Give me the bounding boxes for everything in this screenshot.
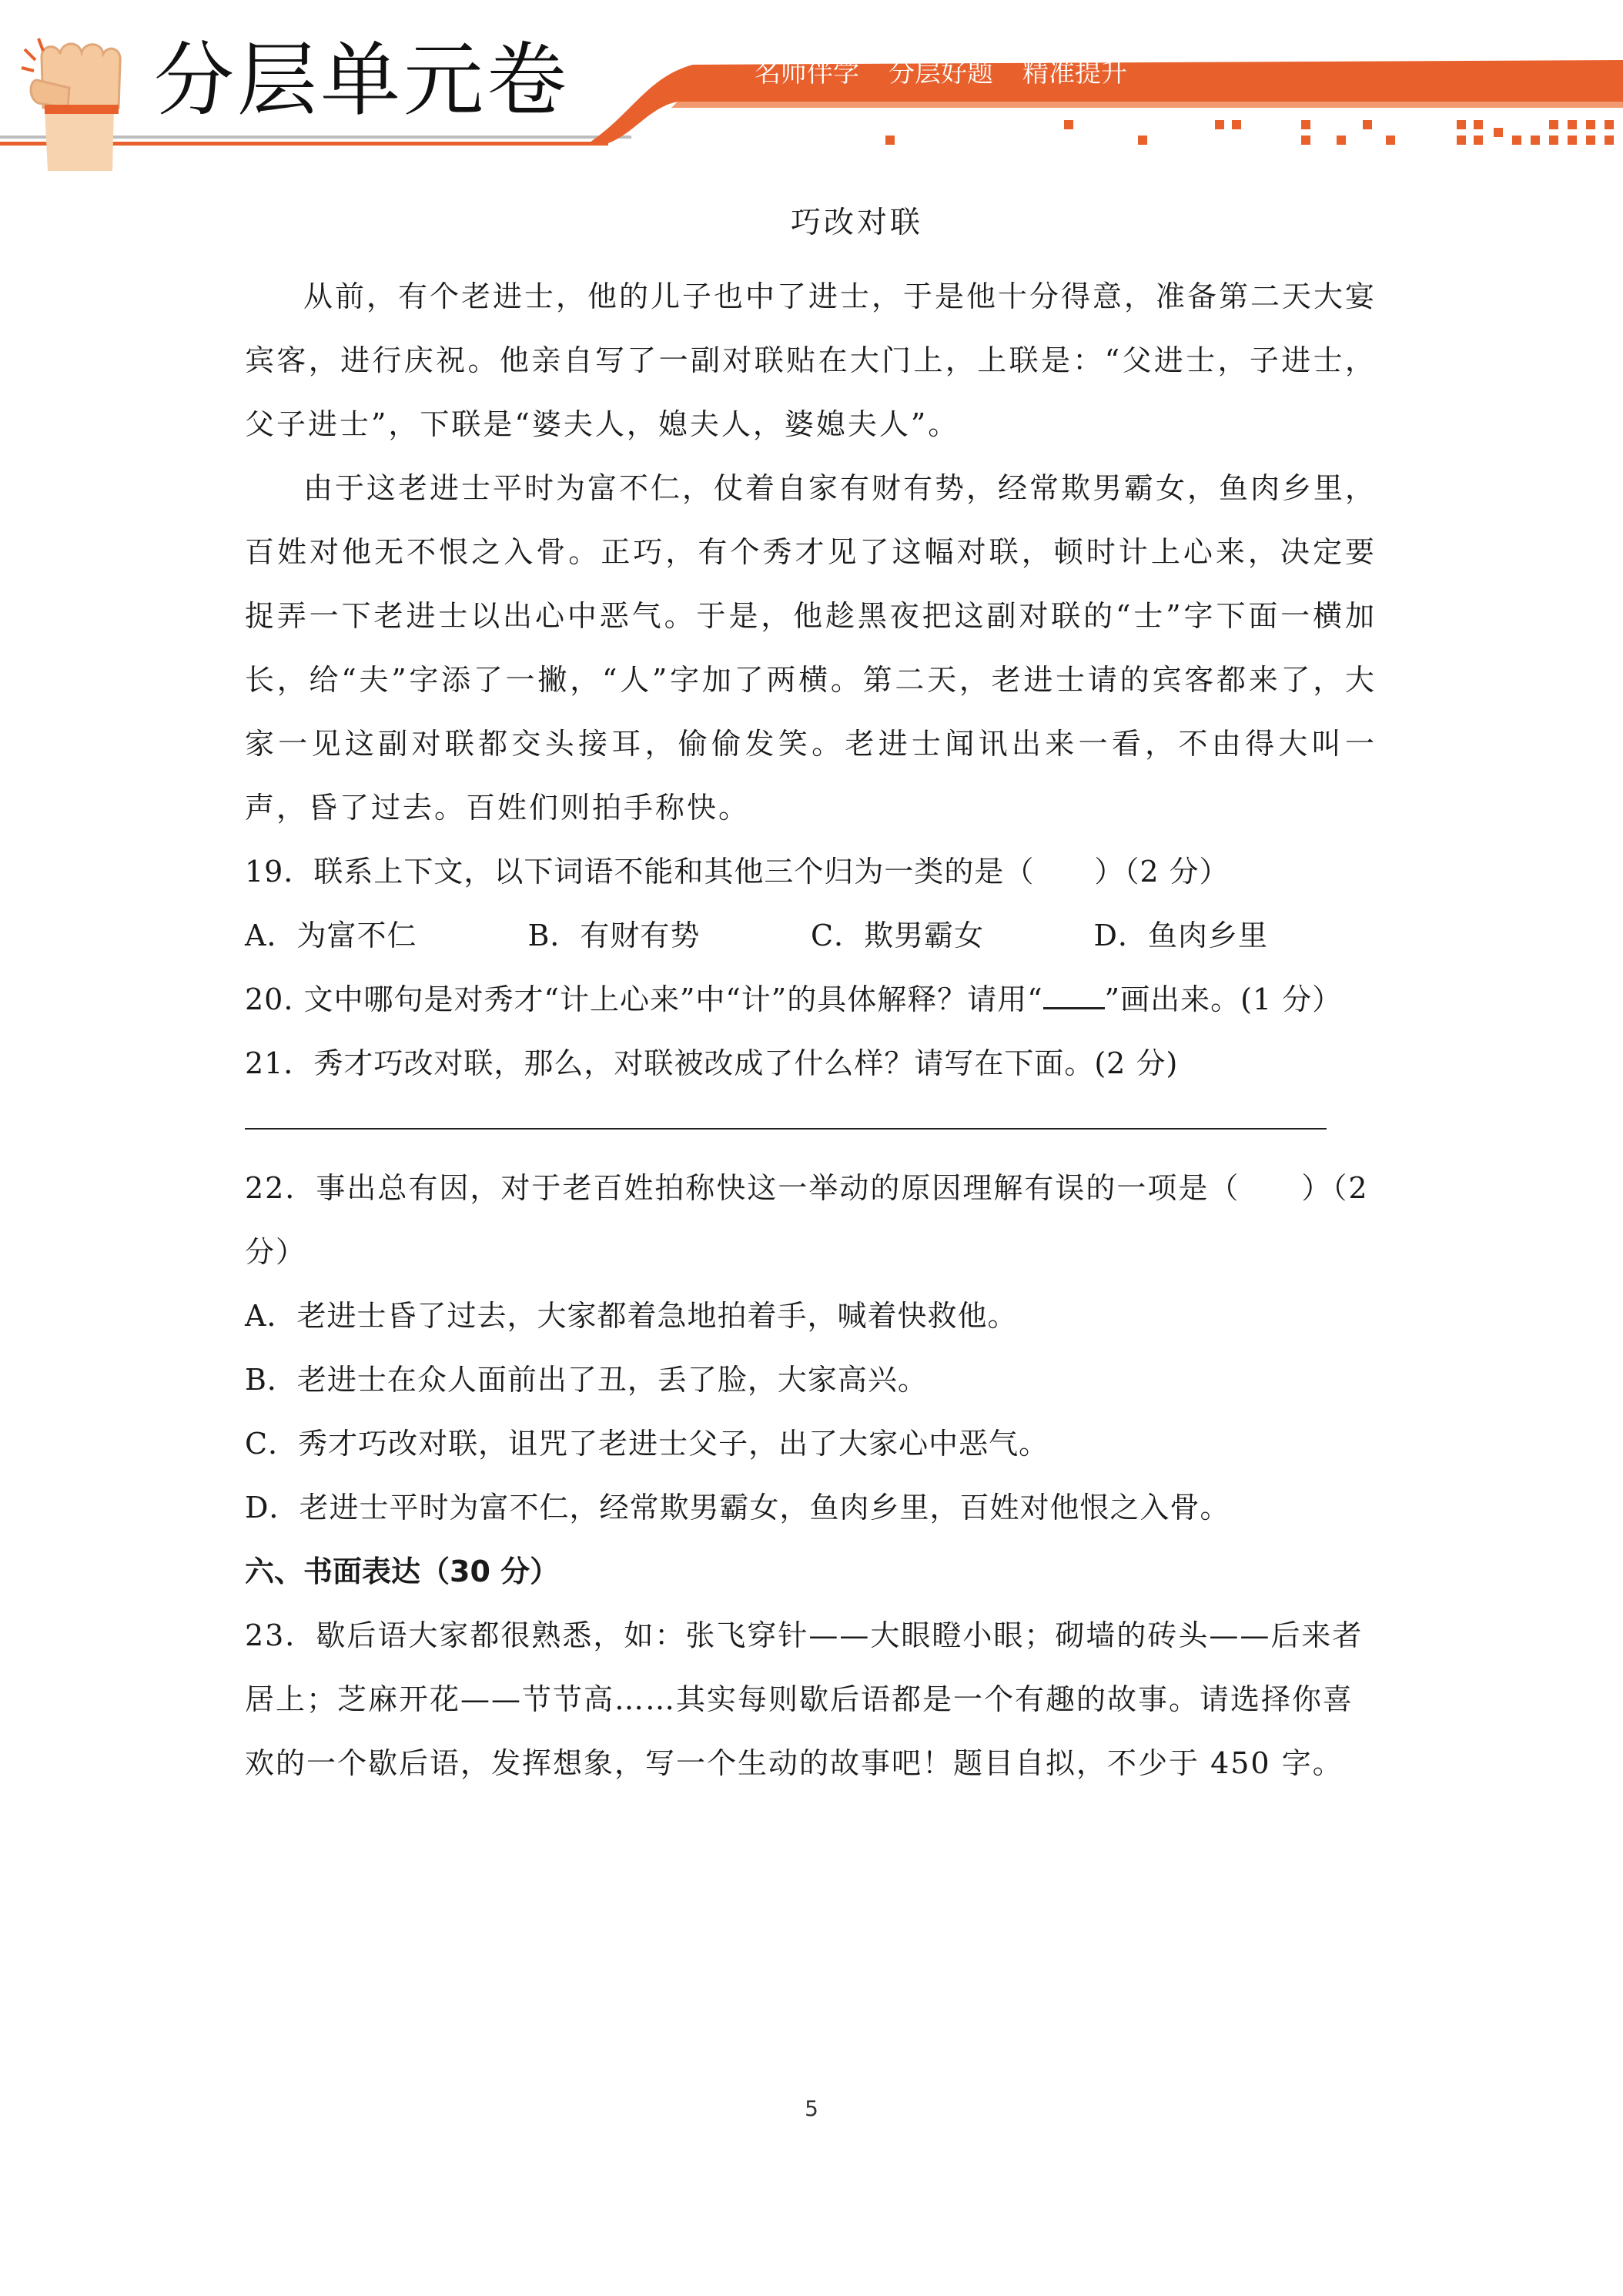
- question-22-option: C．秀才巧改对联，诅咒了老进士父子，出了大家心中恶气。: [245, 1427, 1049, 1461]
- fist-icon: [22, 38, 120, 171]
- underline-sample: [1043, 981, 1105, 1009]
- question-22-option: A．老进士昏了过去，大家都着急地拍着手，喊着快救他。: [245, 1299, 1018, 1333]
- question-19-options: [245, 904, 1377, 968]
- answer-line[interactable]: [245, 1128, 1327, 1130]
- question-20-text-after: ”画出来。(1 分）: [1104, 982, 1343, 1016]
- passage-paragraph: 从前，有个老进士，他的儿子也中了进士，于是他十分得意，准备第二天大宴宾客，进行庆祝。他亲自写了一副对联贴在大门上，上联是：“父进士，子进士，父子进士”，下联是“婆夫人，媳夫人，婆媳夫人”。: [245, 279, 1377, 441]
- slogan-item: 精准提升: [1022, 58, 1127, 89]
- option: D．鱼肉乡里: [1093, 919, 1268, 952]
- question-22-option: B．老进士在众人面前出了丑，丢了脸，大家高兴。: [245, 1363, 928, 1397]
- page-number: 5: [805, 2096, 818, 2121]
- question-22-option: D．老进士平时为富不仁，经常欺男霸女，鱼肉乡里，百姓对他恨之入骨。: [245, 1491, 1230, 1525]
- slogan-item: 名师伴学: [755, 58, 859, 89]
- option: A．为富不仁: [245, 919, 417, 952]
- document-body: [245, 200, 1377, 1796]
- header-slogans: [755, 58, 1127, 89]
- question-23-stem: 23．歇后语大家都很熟悉，如：张飞穿针——大眼瞪小眼；砌墙的砖头——后来者居上；芝麻开花——节节高……其实每则歇后语都是一个有趣的故事。请选择你喜欢的一个歇后语，发挥想象，写一个生动的故事吧！题目自拟，不少于 450 字。: [245, 1618, 1364, 1780]
- page-header: [0, 0, 1623, 177]
- option: B．有财有势: [527, 919, 701, 952]
- question-22-stem: 22．事出总有因，对于老百姓拍称快这一举动的原因理解有误的一项是（ ）（2 分）: [245, 1171, 1369, 1269]
- question-20-text-before: 20. 文中哪句是对秀才“计上心来”中“计”的具体解释？请用“: [245, 982, 1043, 1016]
- option: C．欺男霸女: [811, 919, 985, 952]
- passage-title: 巧改对联: [790, 206, 923, 240]
- question-20-stem: [245, 968, 1377, 1032]
- question-19-stem: 19．联系上下文，以下词语不能和其他三个归为一类的是（ ）（2 分）: [245, 855, 1230, 889]
- slogan-item: 分层好题: [888, 58, 993, 89]
- passage-paragraph: 由于这老进士平时为富不仁，仗着自家有财有势，经常欺男霸女，鱼肉乡里，百姓对他无不恨之入骨。正巧，有个秀才见了这幅对联，顿时计上心来，决定要捉弄一下老进士以出心中恶气。于是，他趁黑夜把这副对联的“士”字下面一横加长，给“夫”字添了一撇，“人”字加了两横。第二天，老进士请的宾客都来了，大家一见这副对联都交头接耳，偷偷发笑。老进士闻讯出来一看，不由得大叫一声，昏了过去。百姓们则拍手称快。: [245, 471, 1377, 825]
- section-heading: 六、书面表达（30 分）: [245, 1555, 560, 1588]
- decorative-dots: [885, 120, 1614, 145]
- brand-title: 分层单元卷: [154, 33, 571, 127]
- question-21-stem: 21．秀才巧改对联，那么，对联被改成了什么样？请写在下面。(2 分): [245, 1046, 1179, 1080]
